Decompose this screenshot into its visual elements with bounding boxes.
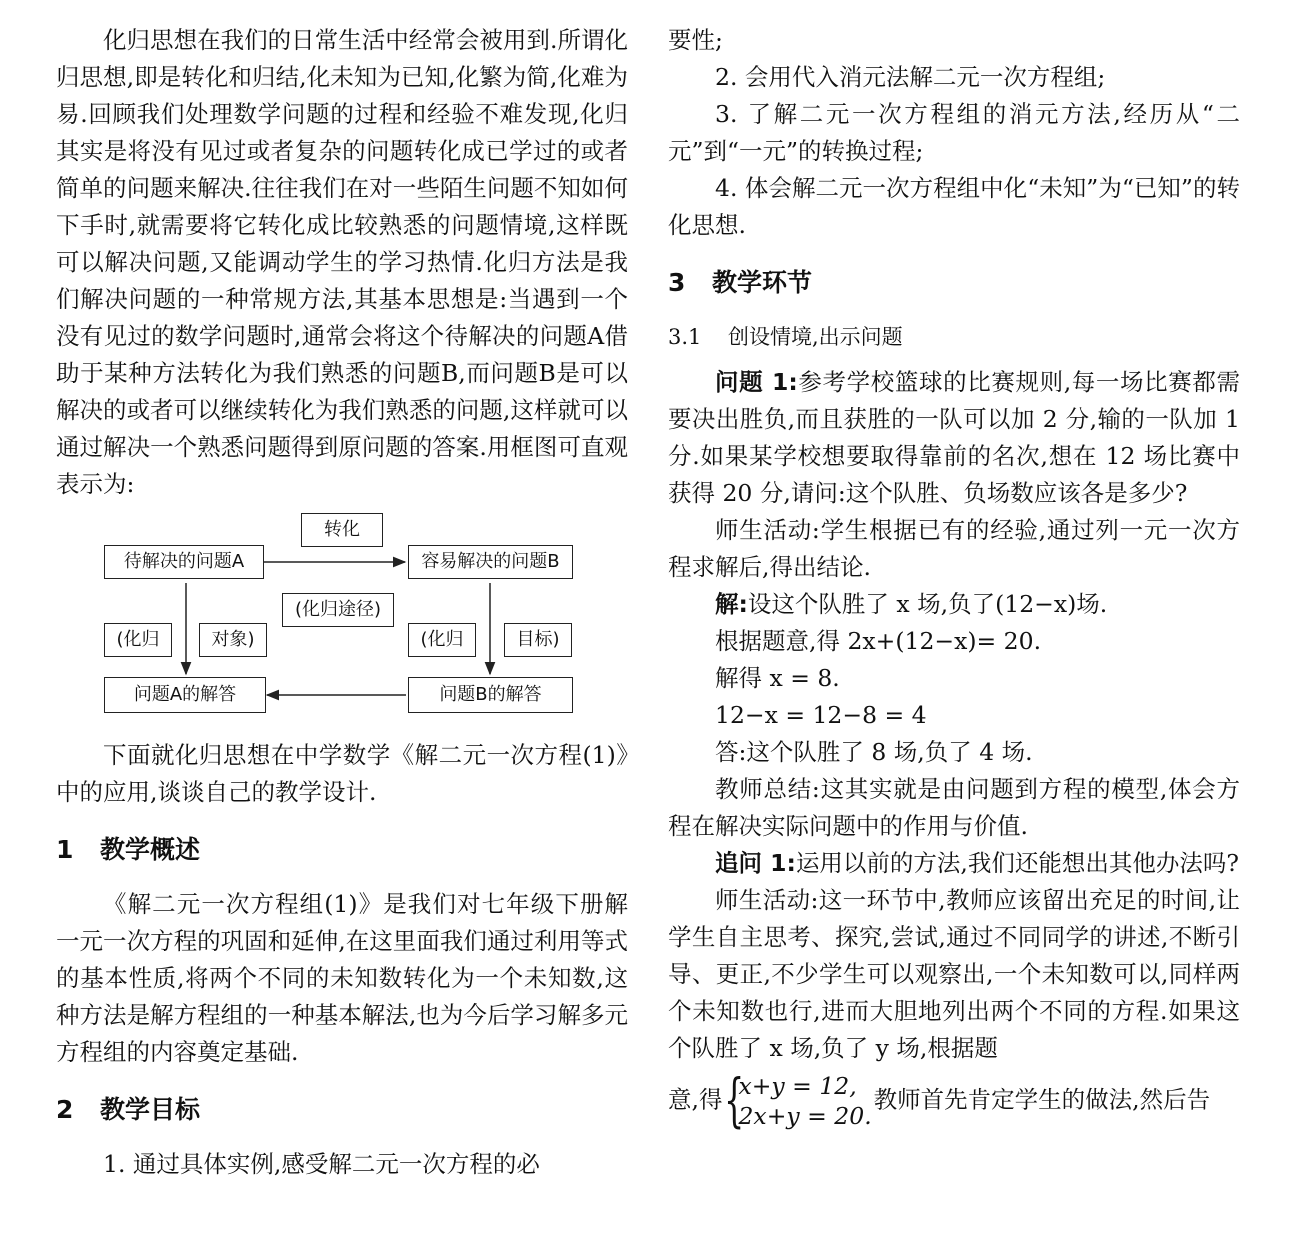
- equation-line-3: 12−x = 12−8 = 4: [715, 701, 927, 729]
- section-3-title: 教学环节: [712, 268, 813, 297]
- equation-system: [724, 1066, 872, 1134]
- box-object-right: 对象): [199, 623, 267, 657]
- section-2-title: 教学目标: [100, 1095, 201, 1124]
- section-1-number: 1: [56, 835, 74, 864]
- follow-up-question-1: [668, 845, 1240, 882]
- equation-system-prefix: 意,得: [668, 1085, 723, 1114]
- section-3-number: 3: [668, 268, 686, 297]
- answer-line: 答:这个队胜了 8 场,负了 4 场.: [715, 738, 1033, 766]
- question-1-text: 参考学校篮球的比赛规则,每一场比赛都需要决出胜负,而且获胜的一队可以加 2 分,输的一队加 1 分.如果某学校想要取得靠前的名次,想在 12 场比赛中获得 20 分,请问:这个队胜、负场数应该各是多少?: [668, 368, 1240, 507]
- solution-text: 设这个队胜了 x 场,负了(12−x)场.: [747, 590, 1108, 618]
- box-answer-b: 问题B的解答: [408, 677, 573, 713]
- section-2-number: 2: [56, 1095, 74, 1124]
- equation-system-line: [668, 1066, 1240, 1134]
- reduction-flow-diagram: [56, 507, 628, 731]
- box-target-right: 目标): [504, 623, 572, 657]
- question-1-label: 问题 1:: [715, 368, 798, 396]
- box-target-left: (化归: [408, 623, 476, 657]
- activity-1: 师生活动:学生根据已有的经验,通过列一元一次方程求解后,得出结论.: [668, 516, 1240, 581]
- question-1: [668, 364, 1240, 512]
- system-equation-1: x+y = 12,: [738, 1072, 857, 1100]
- follow-up-1-text: 运用以前的方法,我们还能想出其他办法吗?: [795, 849, 1240, 877]
- section-1-title: 教学概述: [100, 835, 201, 864]
- after-diagram-paragraph: 下面就化归思想在中学数学《解二元一次方程(1)》中的应用,谈谈自己的教学设计.: [56, 741, 628, 806]
- goal-4: 4. 体会解二元一次方程组中化“未知”为“已知”的转化思想.: [668, 174, 1240, 239]
- goal-1-continued: 要性;: [668, 26, 723, 54]
- brace-icon: {: [724, 1066, 745, 1134]
- section-2-heading: [56, 1091, 628, 1128]
- right-column: [668, 22, 1240, 1134]
- intro-paragraph: 化归思想在我们的日常生活中经常会被用到.所谓化归思想,即是转化和归结,化未知为已知,化繁为简,化难为易.回顾我们处理数学问题的过程和经验不难发现,化归其实是将没有见过或者复杂的问题转化成已学过的或者简单的问题来解决.往往我们在对一些陌生问题不知如何下手时,就需要将它转化成比较熟悉的问题情境,这样既可以解决问题,又能调动学生的学习热情.化归方法是我们解决问题的一种常规方法,其基本思想是:当遇到一个没有见过的数学问题时,通常会将这个待解决的问题A借助于某种方法转化为我们熟悉的问题B,而问题B是可以解决的或者可以继续转化为我们熟悉的问题,这样就可以通过解决一个熟悉问题得到原问题的答案.用框图可直观表示为:: [56, 26, 628, 498]
- subsection-3-1-title: 创设情境,出示问题: [728, 325, 903, 349]
- goal-3: 3. 了解二元一次方程组的消元方法,经历从“二元”到“一元”的转换过程;: [668, 100, 1240, 165]
- box-transform: 转化: [301, 513, 383, 547]
- box-problem-a: 待解决的问题A: [104, 545, 264, 579]
- equation-system-suffix: 教师首先肯定学生的做法,然后告: [873, 1085, 1211, 1114]
- subsection-3-1-heading: [668, 319, 1240, 356]
- section-1-heading: [56, 831, 628, 868]
- solution-line: [668, 586, 1240, 623]
- box-problem-b: 容易解决的问题B: [408, 545, 573, 579]
- system-equation-2: 2x+y = 20.: [738, 1102, 872, 1130]
- section-1-paragraph: 《解二元一次方程组(1)》是我们对七年级下册解一元一次方程的巩固和延伸,在这里面我们通过利用等式的基本性质,将两个不同的未知数转化为一个未知数,这种方法是解方程组的一种基本解法,也为今后学习解多元方程组的内容奠定基础.: [56, 890, 628, 1066]
- section-3-heading: [668, 264, 1240, 301]
- box-object-left: (化归: [104, 623, 172, 657]
- subsection-3-1-number: 3.1: [668, 325, 702, 349]
- goal-1: 1. 通过具体实例,感受解二元一次方程的必: [103, 1150, 540, 1178]
- box-answer-a: 问题A的解答: [104, 677, 266, 713]
- solution-label: 解:: [715, 590, 748, 618]
- goal-2: 2. 会用代入消元法解二元一次方程组;: [715, 63, 1106, 91]
- follow-up-1-label: 追问 1:: [715, 849, 796, 877]
- equation-line-2: 解得 x = 8.: [715, 664, 840, 692]
- equation-line-1: 根据题意,得 2x+(12−x)= 20.: [715, 627, 1042, 655]
- left-column: [56, 22, 628, 1183]
- activity-2: 师生活动:这一环节中,教师应该留出充足的时间,让学生自主思考、探究,尝试,通过不同同学的讲述,不断引导、更正,不少学生可以观察出,一个未知数可以,同样两个未知数也行,进而大胆地列出两个不同的方程.如果这个队胜了 x 场,负了 y 场,根据题: [668, 886, 1240, 1062]
- teacher-summary: 教师总结:这其实就是由问题到方程的模型,体会方程在解决实际问题中的作用与价值.: [668, 775, 1240, 840]
- box-reduction-path: (化归途径): [282, 593, 394, 627]
